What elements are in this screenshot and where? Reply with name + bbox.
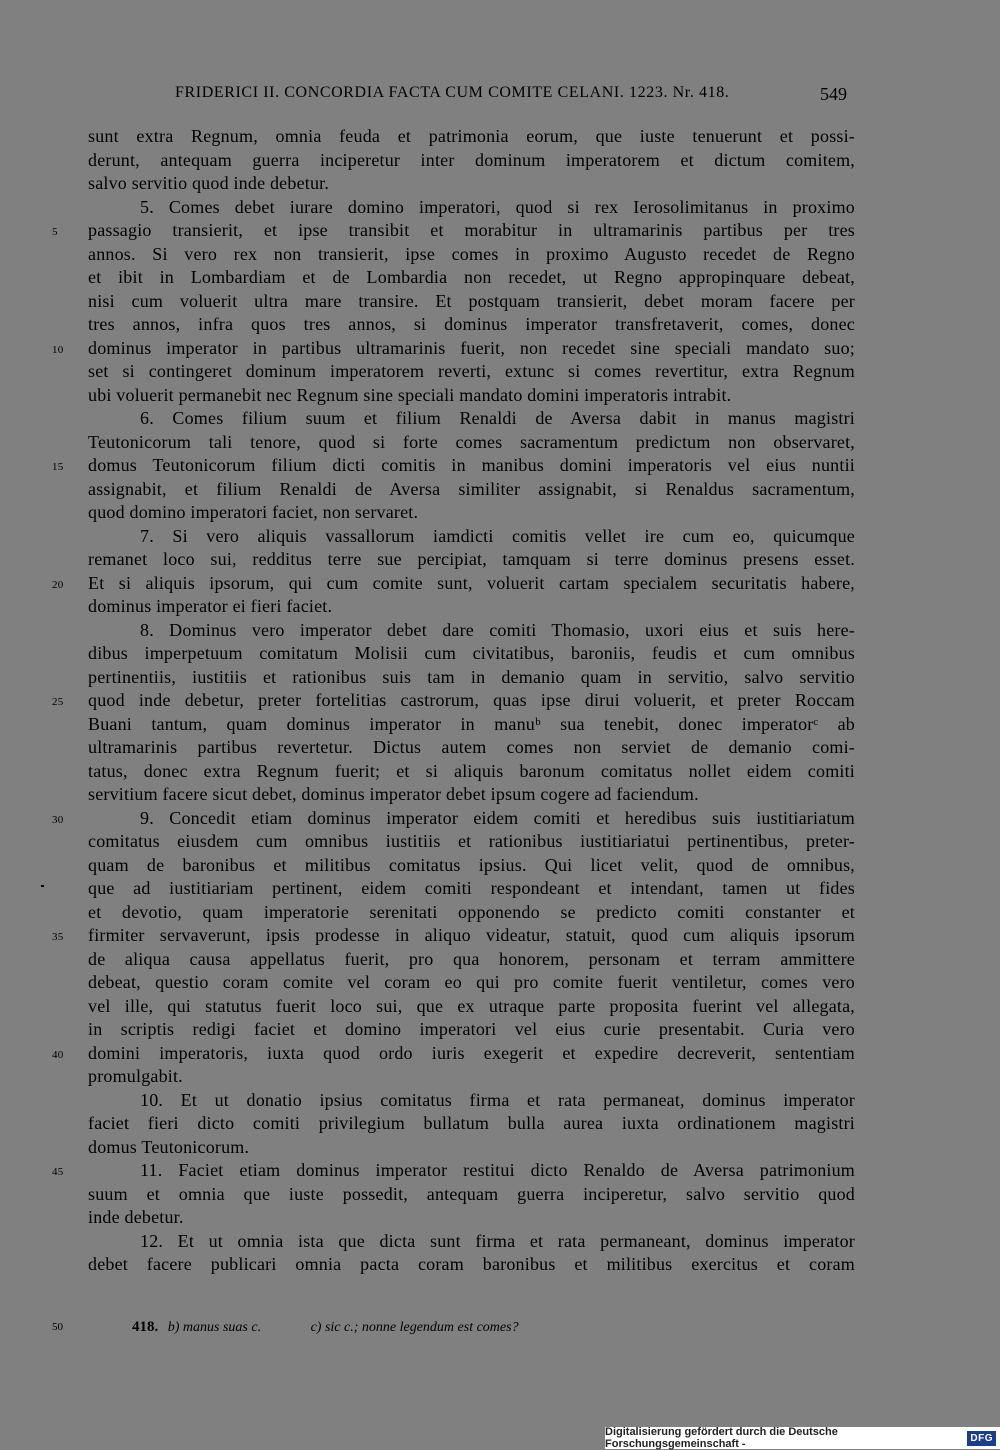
line-text: suum et omnia que iuste possedit, antequam guerra inciperetur, salvo servitio quod <box>88 1183 855 1204</box>
line-number: 50 <box>52 1321 63 1333</box>
text-line <box>88 125 855 149</box>
text-line <box>88 1136 855 1160</box>
line-text: Et si aliquis ipsorum, qui cum comite sunt, voluerit cartam specialem securitatis habere, <box>88 572 855 593</box>
line-text: debeat, questio coram comite vel coram eo qui pro comite fuerit ventiletur, comes vero <box>88 972 855 992</box>
text-line <box>88 619 855 643</box>
line-text: quod domino imperatori faciet, non servaret. <box>88 502 419 522</box>
line-text: 5. Comes debet iurare domino imperatori, quod si rex Ierosolimitanus in proximo <box>140 196 855 217</box>
line-text: firmiter servaverunt, ipsis prodesse in aliquo videatur, statuit, quod cum aliquis ipsorum <box>88 925 855 945</box>
text-line <box>88 360 855 384</box>
text-line <box>88 971 855 995</box>
text-line <box>88 854 855 878</box>
line-text: 7. Si vero aliquis vassallorum iamdicti comitis vellet ire cum eo, quicumque <box>140 525 855 546</box>
line-text: ubi voluerit permanebit nec Regnum sine speciali mandato domini imperatoris intrabit. <box>88 384 732 405</box>
text-line <box>88 830 855 854</box>
text-line <box>52 572 855 596</box>
text-line <box>88 1253 855 1277</box>
footnote-c: c) sic c.; nonne legendum est comes? <box>310 1320 519 1335</box>
line-text: quod inde debetur, preter fortelitias castrorum, quas ipse dirui voluerit, et preter Roccam <box>88 690 855 710</box>
line-text: 9. Concedit etiam dominus imperator eidem comiti et heredibus suis iustitiariatum <box>140 807 855 828</box>
line-text: derunt, antequam guerra inciperetur inter dominum imperatorem et dictum comitem, <box>88 149 855 170</box>
line-text: comitatus eiusdem cum omnibus iustitiis et rationibus iustitiariatui pertinentibus, preter- <box>88 831 855 851</box>
running-header: FRIDERICI II. CONCORDIA FACTA CUM COMITE CELANI. 1223. Nr. 418. <box>175 84 730 101</box>
text-line <box>88 666 855 690</box>
text-line <box>52 807 855 831</box>
text-line <box>88 172 855 196</box>
line-text: de aliqua causa appellatus fuerit, pro qua honorem, personam et terram ammittere <box>88 948 855 969</box>
text-line <box>52 1042 855 1066</box>
line-text: domus Teutonicorum filium dicti comitis in manibus domini imperatoris vel eius nuntii <box>88 455 855 475</box>
text-line <box>88 736 855 760</box>
line-text: 11. Faciet etiam dominus imperator restitui dicto Renaldo de Aversa patrimonium <box>140 1160 855 1180</box>
text-line <box>88 1183 855 1207</box>
text-line <box>88 595 855 619</box>
line-number: 25 <box>52 696 64 708</box>
text-line <box>88 901 855 925</box>
line-text: servitium facere sicut debet, dominus imperator debet ipsum cogere ad faciendum. <box>88 784 699 804</box>
line-number: 35 <box>52 931 64 943</box>
line-text: inde debetur. <box>88 1207 184 1227</box>
line-text: assignabit, et filium Renaldi de Aversa similiter assignabit, si Renaldus sacramentum, <box>88 478 855 499</box>
text-line <box>88 995 855 1019</box>
text-line <box>88 407 855 431</box>
line-text: ultramarinis partibus revertetur. Dictus autem comes non serviet de demanio comi- <box>88 737 855 757</box>
line-text: nisi cum voluerit ultra mare transire. Et postquam transierit, debet moram facere per <box>88 290 855 311</box>
text-line <box>88 384 855 408</box>
credit-text: Digitalisierung gefördert durch die Deutsche Forschungsgemeinschaft - <box>605 1426 838 1450</box>
text-line <box>52 1159 855 1183</box>
text-line <box>88 1089 855 1113</box>
footnote-doc-number: 418. <box>132 1319 159 1335</box>
text-line <box>88 1230 855 1254</box>
line-text: pertinentiis, iustitiis et rationibus suis tam in demanio quam in servitio, salvo servitio <box>88 666 855 687</box>
page-number: 549 <box>820 84 847 104</box>
line-text: 12. Et ut omnia ista que dicta sunt firma et rata permaneant, dominus imperator <box>140 1230 855 1251</box>
text-line <box>88 1206 855 1230</box>
line-text: vel ille, qui statutus fuerit loco sui, que ex utraque parte proposita fuerint vel allegata, <box>88 995 855 1016</box>
line-text: Buani tantum, quam dominus imperator in manuᵇ sua tenebit, donec imperatorᶜ ab <box>88 713 855 734</box>
text-line <box>52 689 855 713</box>
digitization-credit <box>605 1427 1000 1449</box>
line-number: 45 <box>52 1166 64 1178</box>
text-line <box>88 1018 855 1042</box>
text-line <box>88 290 855 314</box>
text-line <box>88 478 855 502</box>
footnote-b: b) manus suas c. <box>167 1320 262 1335</box>
text-line <box>88 266 855 290</box>
line-text: annos. Si vero rex non transierit, ipse comes in proximo Augusto recedet de Regno <box>88 243 855 264</box>
line-text: passagio transierit, et ipse transibit et morabitur in ultramarinis partibus per tres <box>88 220 855 240</box>
text-line <box>88 642 855 666</box>
text-line <box>88 760 855 784</box>
line-number: 30 <box>52 813 64 826</box>
footnote <box>52 1319 855 1336</box>
text-line <box>52 454 855 478</box>
text-line <box>88 948 855 972</box>
line-number: 20 <box>52 578 64 591</box>
text-line <box>52 219 855 243</box>
text-line <box>88 243 855 267</box>
line-number: 10 <box>52 343 64 356</box>
text-line <box>88 713 855 737</box>
text-line <box>88 501 855 525</box>
line-text: salvo servitio quod inde debetur. <box>88 173 330 193</box>
line-text: sunt extra Regnum, omnia feuda et patrimonia eorum, que iuste tenuerunt et possi- <box>88 126 855 146</box>
line-text: promulgabit. <box>88 1066 183 1086</box>
line-text: Teutonicorum tali tenore, quod si forte comes sacramentum predictum non observaret, <box>88 431 855 452</box>
line-number: 15 <box>52 461 64 473</box>
text-line <box>88 196 855 220</box>
document-body <box>52 125 855 1277</box>
line-text: que ad iustitiariam pertinent, eidem comiti respondeant et intendant, tamen ut fides <box>88 878 855 898</box>
line-text: 10. Et ut donatio ipsius comitatus firma et rata permaneat, dominus imperator <box>140 1089 855 1110</box>
line-text: dominus imperator in partibus ultramarinis fuerit, non recedet sine speciali mandato suo; <box>88 337 855 358</box>
text-line <box>88 783 855 807</box>
text-line <box>88 313 855 337</box>
line-text: 6. Comes filium suum et filium Renaldi de Aversa dabit in manus magistri <box>140 408 855 428</box>
line-text: in scriptis redigi faciet et domino imperatori vel eius curie presentabit. Curia vero <box>88 1019 855 1039</box>
text-line <box>88 548 855 572</box>
text-line <box>52 337 855 361</box>
line-text: et devotio, quam imperatorie serenitati opponendo se predicto comiti constanter et <box>88 901 855 922</box>
line-number: 5 <box>52 226 58 238</box>
line-text: domini imperatoris, iuxta quod ordo iuris exegerit et expedire decreverit, sententiam <box>88 1042 855 1063</box>
text-line <box>88 877 855 901</box>
scan-speck <box>41 885 44 887</box>
line-text: et ibit in Lombardiam et de Lombardia non recedet, ut Regno appropinquare debeat, <box>88 267 855 287</box>
text-line <box>88 431 855 455</box>
text-line <box>88 525 855 549</box>
line-text: 8. Dominus vero imperator debet dare comiti Thomasio, uxori eius et suis here- <box>140 619 855 640</box>
text-line <box>88 149 855 173</box>
line-text: domus Teutonicorum. <box>88 1136 250 1157</box>
line-text: tres annos, infra quos tres annos, si dominus imperator transfretaverit, comes, donec <box>88 314 855 334</box>
text-line <box>88 1112 855 1136</box>
line-text: faciet fieri dicto comiti privilegium bullatum bulla aurea iuxta ordinationem magistri <box>88 1113 855 1133</box>
line-text: tatus, donec extra Regnum fuerit; et si aliquis baronum comitatus nollet eidem comiti <box>88 760 855 781</box>
line-number: 40 <box>52 1048 64 1061</box>
line-text: debet facere publicari omnia pacta coram baronibus et militibus exercitus et coram <box>88 1254 855 1274</box>
line-text: set si contingeret dominum imperatorem reverti, extunc si comes revertitur, extra Regnum <box>88 361 855 381</box>
line-text: quam de baronibus et militibus comitatus ipsius. Qui licet velit, quod de omnibus, <box>88 854 855 875</box>
dfg-logo: DFG <box>967 1431 996 1446</box>
line-text: remanet loco sui, redditus terre sue percipiat, tamquam si terre dominus presens esset. <box>88 549 855 569</box>
text-line <box>52 924 855 948</box>
line-text: dibus imperpetuum comitatum Molisii cum civitatibus, baroniis, feudis et cum omnibus <box>88 643 855 663</box>
line-text: dominus imperator ei fieri faciet. <box>88 596 333 616</box>
text-line <box>88 1065 855 1089</box>
